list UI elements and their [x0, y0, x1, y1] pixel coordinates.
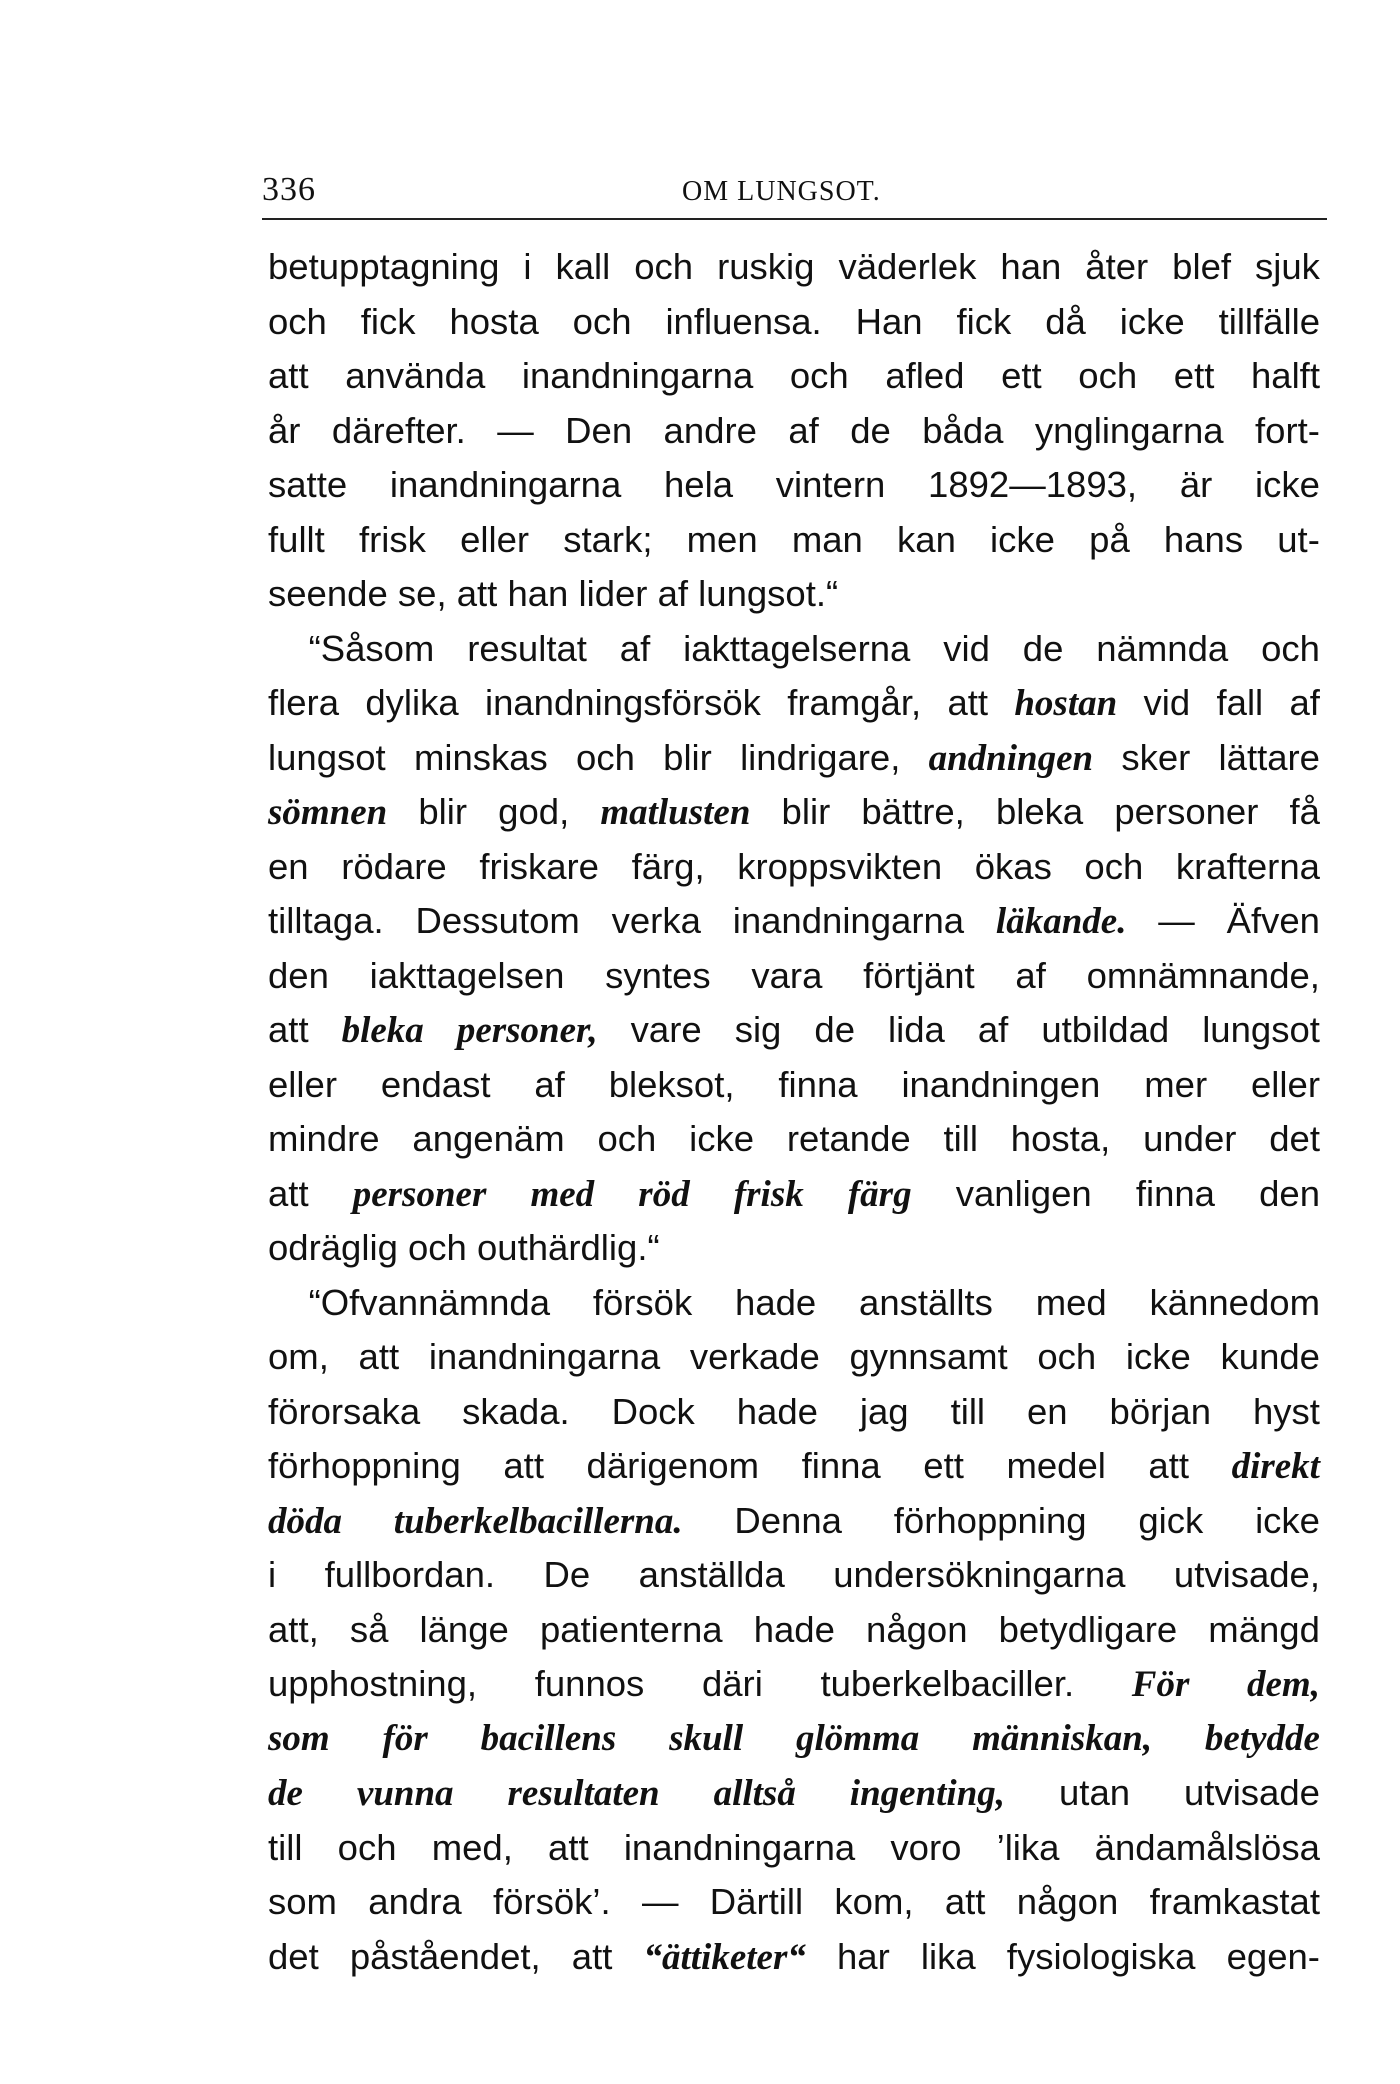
- emphasized-word: skull: [669, 1717, 744, 1759]
- word: de: [1022, 627, 1064, 669]
- word: och: [1261, 627, 1320, 669]
- text-line: [268, 567, 1320, 622]
- word: de: [814, 1009, 855, 1050]
- word: sker: [1121, 736, 1191, 778]
- word: och: [576, 736, 635, 778]
- emphasized-word: dem,: [1247, 1664, 1320, 1705]
- word: ett: [1173, 355, 1215, 396]
- word: afled: [885, 355, 965, 396]
- word: den: [268, 954, 329, 996]
- word: af: [534, 1063, 565, 1105]
- emphasized-word: bleka: [341, 1010, 424, 1051]
- word: skada.: [462, 1390, 570, 1432]
- text-line: [268, 513, 1320, 568]
- word: icke: [1125, 1336, 1191, 1377]
- word: blef: [1172, 246, 1232, 287]
- word: inandningen: [901, 1063, 1101, 1105]
- word: och: [1084, 845, 1144, 887]
- word: framkastat: [1149, 1881, 1320, 1922]
- word: funnos: [534, 1663, 645, 1704]
- word: kall: [555, 246, 611, 287]
- word: med: [1035, 1281, 1107, 1323]
- word: försök’.: [492, 1881, 611, 1922]
- emphasized-word: tuberkelbacillerna.: [393, 1500, 683, 1542]
- word: att: [571, 1935, 613, 1977]
- emphasized-word: med: [530, 1173, 595, 1215]
- word: en: [268, 845, 309, 887]
- word: iakttagelserna: [683, 627, 911, 669]
- word: “Ofvannämnda: [268, 1281, 551, 1323]
- word: som: [268, 1881, 337, 1922]
- word: af: [788, 409, 819, 451]
- word: patienterna: [539, 1608, 723, 1650]
- word: och: [789, 355, 849, 396]
- emphasized-word: de: [268, 1773, 303, 1814]
- word: gynnsamt: [849, 1336, 1008, 1377]
- text-line: [268, 785, 1320, 840]
- word: förtjänt: [863, 954, 975, 996]
- word: de: [850, 409, 891, 451]
- word: att: [503, 1445, 544, 1486]
- word: utvisade,: [1173, 1554, 1320, 1595]
- word: finna: [801, 1445, 881, 1486]
- word: bleka: [995, 791, 1084, 832]
- word: finna: [778, 1063, 858, 1105]
- text-line: [268, 1766, 1320, 1821]
- word: med,: [431, 1826, 513, 1868]
- emphasized-word: ingenting,: [849, 1773, 1006, 1814]
- text-line: [268, 1276, 1320, 1331]
- word: upphostning,: [268, 1663, 478, 1704]
- word: båda: [922, 409, 1004, 451]
- word: lättare: [1218, 736, 1320, 778]
- word: finna: [1135, 1172, 1215, 1214]
- word: Den: [565, 409, 633, 451]
- word: flera: [268, 682, 340, 723]
- word: sjuk: [1255, 246, 1320, 287]
- word: att: [268, 355, 309, 396]
- word: att: [548, 1826, 589, 1868]
- emphasized-word: hostan: [1014, 683, 1118, 724]
- text-line: [268, 1385, 1320, 1440]
- word: krafterna: [1175, 845, 1320, 887]
- word: icke: [1255, 1499, 1320, 1541]
- word: —: [497, 409, 534, 451]
- word: däri: [701, 1663, 763, 1704]
- word: någon: [1016, 1881, 1119, 1922]
- word: mängd: [1208, 1608, 1320, 1650]
- text-line: [268, 1603, 1320, 1658]
- word: att,: [268, 1608, 319, 1650]
- word: Dock: [611, 1390, 695, 1432]
- word: fort-: [1255, 409, 1320, 451]
- running-title: OM LUNGSOT.: [682, 176, 881, 207]
- word: och: [337, 1826, 397, 1868]
- word: syntes: [605, 954, 711, 996]
- word: om,: [268, 1336, 329, 1377]
- word: voro: [890, 1826, 962, 1868]
- word: undersökningarna: [833, 1554, 1126, 1595]
- word: blir: [781, 791, 831, 832]
- word: icke: [689, 1118, 755, 1159]
- word: inandningarna: [623, 1826, 856, 1868]
- word: lindrigare,: [740, 736, 901, 778]
- text-line: [268, 1003, 1320, 1058]
- word: hosta: [449, 300, 539, 342]
- word: sig: [734, 1009, 782, 1050]
- word: och: [1037, 1336, 1097, 1377]
- word: i: [268, 1554, 277, 1595]
- word: odräglig och outhärdlig.“: [268, 1227, 660, 1268]
- word: betupptagning: [268, 246, 500, 287]
- word: men: [686, 518, 758, 560]
- emphasized-word: personer: [352, 1173, 487, 1215]
- text-line: [268, 1821, 1320, 1876]
- emphasized-word: andningen: [928, 737, 1094, 779]
- text-line: [268, 1058, 1320, 1113]
- word: under: [1143, 1118, 1237, 1159]
- word: vare: [630, 1009, 702, 1050]
- word: inandningarna: [521, 355, 754, 396]
- word: kan: [897, 518, 956, 560]
- word: stark;: [563, 518, 653, 560]
- word: är: [1179, 464, 1213, 505]
- word: verkade: [689, 1336, 820, 1377]
- text-line: [268, 1494, 1320, 1549]
- text-line: [268, 731, 1320, 786]
- word: —: [641, 1881, 679, 1922]
- word: god,: [498, 791, 570, 832]
- word: åter: [1085, 246, 1149, 287]
- word: endast: [380, 1063, 491, 1105]
- word: vanligen: [955, 1172, 1092, 1214]
- word: och: [634, 246, 694, 287]
- word: —: [1158, 900, 1195, 941]
- word: försök: [592, 1281, 693, 1323]
- word: retande: [786, 1118, 911, 1159]
- word: tuberkelbaciller.: [820, 1663, 1075, 1704]
- word: icke: [990, 518, 1055, 560]
- word: satte: [268, 464, 348, 505]
- word: bleksot,: [608, 1063, 735, 1105]
- text-line: [268, 458, 1320, 513]
- text-line: [268, 1167, 1320, 1222]
- text-line: [268, 676, 1320, 731]
- word: den: [1259, 1172, 1320, 1214]
- emphasized-word: matlusten: [600, 792, 751, 833]
- word: framgår,: [787, 682, 922, 723]
- page-header: [262, 168, 1327, 220]
- word: dylika: [365, 682, 459, 723]
- word: eller: [1251, 1063, 1320, 1105]
- word: att: [268, 1009, 309, 1050]
- page-number: 336: [262, 171, 316, 208]
- word: ett: [923, 1445, 964, 1486]
- word: vara: [751, 954, 823, 996]
- text-line: [268, 1330, 1320, 1385]
- word: eller: [268, 1063, 337, 1105]
- word: förhoppning: [268, 1445, 461, 1486]
- word: på: [1089, 518, 1130, 560]
- emphasized-word: glömma: [795, 1717, 920, 1759]
- text-line: [268, 894, 1320, 949]
- word: bättre,: [861, 791, 965, 832]
- word: mer: [1144, 1063, 1208, 1105]
- text-line: [268, 1439, 1320, 1494]
- word: hade: [735, 1281, 817, 1323]
- word: resultat: [467, 627, 587, 669]
- word: till: [950, 1390, 986, 1432]
- word: att: [358, 1336, 400, 1377]
- word: betydligare: [998, 1608, 1178, 1650]
- word: friskare: [479, 845, 599, 887]
- word: frisk: [358, 518, 426, 560]
- word: färg,: [631, 845, 705, 887]
- text-line: [268, 1712, 1320, 1767]
- emphasized-word: bacillens: [480, 1717, 617, 1759]
- word: verka: [611, 900, 701, 941]
- word: förhoppning: [893, 1499, 1087, 1541]
- word: utvisade: [1184, 1772, 1320, 1813]
- text-line: [268, 295, 1320, 350]
- word: 1892—1893,: [928, 464, 1138, 505]
- word: Äfven: [1226, 900, 1320, 941]
- word: lungsot: [268, 736, 386, 778]
- word: andre: [663, 409, 757, 451]
- word: blir: [418, 791, 468, 832]
- emphasized-word: “ättiketer“: [643, 1936, 806, 1978]
- word: därigenom: [586, 1445, 759, 1486]
- word: vintern: [775, 464, 886, 505]
- word: att: [947, 682, 989, 723]
- word: af: [1015, 954, 1046, 996]
- emphasized-word: personer,: [456, 1010, 598, 1051]
- word: fullt: [268, 518, 325, 560]
- word: fick: [956, 300, 1012, 342]
- word: fall: [1216, 682, 1264, 723]
- word: influensa.: [665, 300, 822, 342]
- text-line: [268, 349, 1320, 404]
- emphasized-word: som: [268, 1717, 330, 1759]
- word: länge: [419, 1608, 509, 1650]
- word: tillfälle: [1218, 300, 1320, 342]
- word: att: [1148, 1445, 1190, 1486]
- word: lida: [888, 1009, 945, 1050]
- word: utan: [1059, 1772, 1131, 1813]
- word: eller: [460, 518, 530, 560]
- word: kom,: [834, 1881, 914, 1922]
- word: hans: [1163, 518, 1244, 560]
- word: halft: [1250, 355, 1320, 396]
- word: och: [572, 300, 632, 342]
- word: anställda: [638, 1554, 785, 1595]
- emphasized-word: direkt: [1231, 1446, 1320, 1487]
- word: fysiologiska: [1006, 1935, 1196, 1977]
- word: Han: [855, 300, 923, 342]
- word: han: [1000, 246, 1062, 287]
- word: hyst: [1252, 1390, 1320, 1432]
- word: väderlek: [838, 246, 977, 287]
- body-text: [268, 240, 1320, 1984]
- text-line: [268, 1875, 1320, 1930]
- emphasized-word: sömnen: [268, 792, 388, 833]
- word: minskas: [413, 736, 548, 778]
- word: förorsaka: [268, 1390, 421, 1432]
- word: i: [523, 246, 532, 287]
- text-line: [268, 840, 1320, 895]
- word: och: [1078, 355, 1138, 396]
- word: inandningarna: [732, 900, 965, 941]
- word: iakttagelsen: [369, 954, 565, 996]
- emphasized-word: För: [1131, 1664, 1190, 1705]
- emphasized-word: för: [382, 1717, 428, 1759]
- word: ökas: [974, 845, 1052, 887]
- text-line: [268, 1657, 1320, 1712]
- word: har: [837, 1935, 890, 1977]
- emphasized-word: människan,: [972, 1717, 1153, 1759]
- word: fullbordan.: [324, 1554, 496, 1595]
- word: någon: [866, 1608, 968, 1650]
- word: att: [944, 1881, 986, 1922]
- word: påståendet,: [349, 1935, 541, 1977]
- word: att: [268, 1172, 309, 1214]
- word: använda: [345, 355, 486, 396]
- word: ruskig: [717, 246, 815, 287]
- word: Dessutom: [415, 900, 580, 941]
- text-line: [268, 404, 1320, 459]
- text-line: [268, 622, 1320, 677]
- word: blir: [663, 736, 712, 778]
- word: kunde: [1220, 1336, 1320, 1377]
- word: utbildad: [1041, 1009, 1170, 1050]
- word: egen-: [1226, 1935, 1320, 1977]
- word: då: [1045, 300, 1086, 342]
- text-line: [268, 1930, 1320, 1985]
- word: ändamålslösa: [1094, 1826, 1320, 1868]
- word: jag: [859, 1390, 909, 1432]
- word: ut-: [1277, 518, 1320, 560]
- word: nämnda: [1096, 627, 1229, 669]
- word: af: [977, 1009, 1009, 1050]
- word: icke: [1255, 464, 1320, 505]
- word: af: [619, 627, 651, 669]
- text-line: [268, 1112, 1320, 1167]
- emphasized-word: frisk: [733, 1173, 804, 1215]
- word: hosta,: [1010, 1118, 1111, 1159]
- word: en: [1026, 1390, 1068, 1432]
- word: man: [791, 518, 863, 560]
- word: kroppsvikten: [737, 845, 943, 887]
- word: mindre: [268, 1118, 380, 1159]
- word: lungsot: [1202, 1009, 1320, 1050]
- word: år: [268, 409, 301, 451]
- word: medel: [1006, 1445, 1106, 1486]
- word: det: [1269, 1118, 1320, 1159]
- word: kännedom: [1149, 1281, 1320, 1323]
- word: ynglingarna: [1034, 409, 1224, 451]
- word: och: [268, 300, 327, 342]
- word: Denna: [734, 1499, 842, 1541]
- emphasized-word: färg: [847, 1173, 912, 1215]
- word: Därtill: [709, 1881, 804, 1922]
- word: det: [268, 1935, 319, 1977]
- word: till: [268, 1826, 303, 1868]
- word: och: [597, 1118, 657, 1159]
- word: ’lika: [996, 1826, 1060, 1868]
- word: få: [1289, 791, 1320, 832]
- word: till: [943, 1118, 978, 1159]
- word: anställts: [859, 1281, 993, 1323]
- word: inandningsförsök: [484, 682, 761, 723]
- word: därefter.: [331, 409, 466, 451]
- word: hade: [753, 1608, 835, 1650]
- text-line: [268, 240, 1320, 295]
- word: seende se, att han lider af lungsot.“: [268, 573, 839, 614]
- word: fick: [360, 300, 416, 342]
- word: tilltaga.: [268, 900, 384, 941]
- emphasized-word: döda: [268, 1500, 342, 1542]
- text-line: [268, 1548, 1320, 1603]
- word: angenäm: [412, 1118, 565, 1159]
- word: vid: [943, 627, 990, 669]
- emphasized-word: betydde: [1204, 1717, 1320, 1759]
- word: gick: [1138, 1499, 1204, 1541]
- word: af: [1289, 682, 1320, 723]
- word: andra: [368, 1881, 462, 1922]
- text-line: [268, 949, 1320, 1004]
- emphasized-word: röd: [638, 1173, 690, 1215]
- word: “Såsom: [268, 627, 435, 669]
- emphasized-word: alltså: [713, 1773, 796, 1814]
- emphasized-word: läkande.: [995, 901, 1127, 942]
- word: vid: [1143, 682, 1191, 723]
- word: inandningarna: [389, 464, 622, 505]
- word: ett: [1001, 355, 1042, 396]
- word: så: [349, 1608, 389, 1650]
- emphasized-word: vunna: [356, 1773, 454, 1814]
- word: början: [1109, 1390, 1212, 1432]
- emphasized-word: resultaten: [507, 1773, 660, 1814]
- word: icke: [1119, 300, 1185, 342]
- word: De: [543, 1554, 591, 1595]
- word: omnämnande,: [1086, 954, 1320, 996]
- word: personer: [1114, 791, 1259, 832]
- word: inandningarna: [428, 1336, 661, 1377]
- word: hade: [736, 1390, 818, 1432]
- word: hela: [663, 464, 733, 505]
- word: rödare: [341, 845, 447, 887]
- text-line: [268, 1221, 1320, 1276]
- word: lika: [920, 1935, 976, 1977]
